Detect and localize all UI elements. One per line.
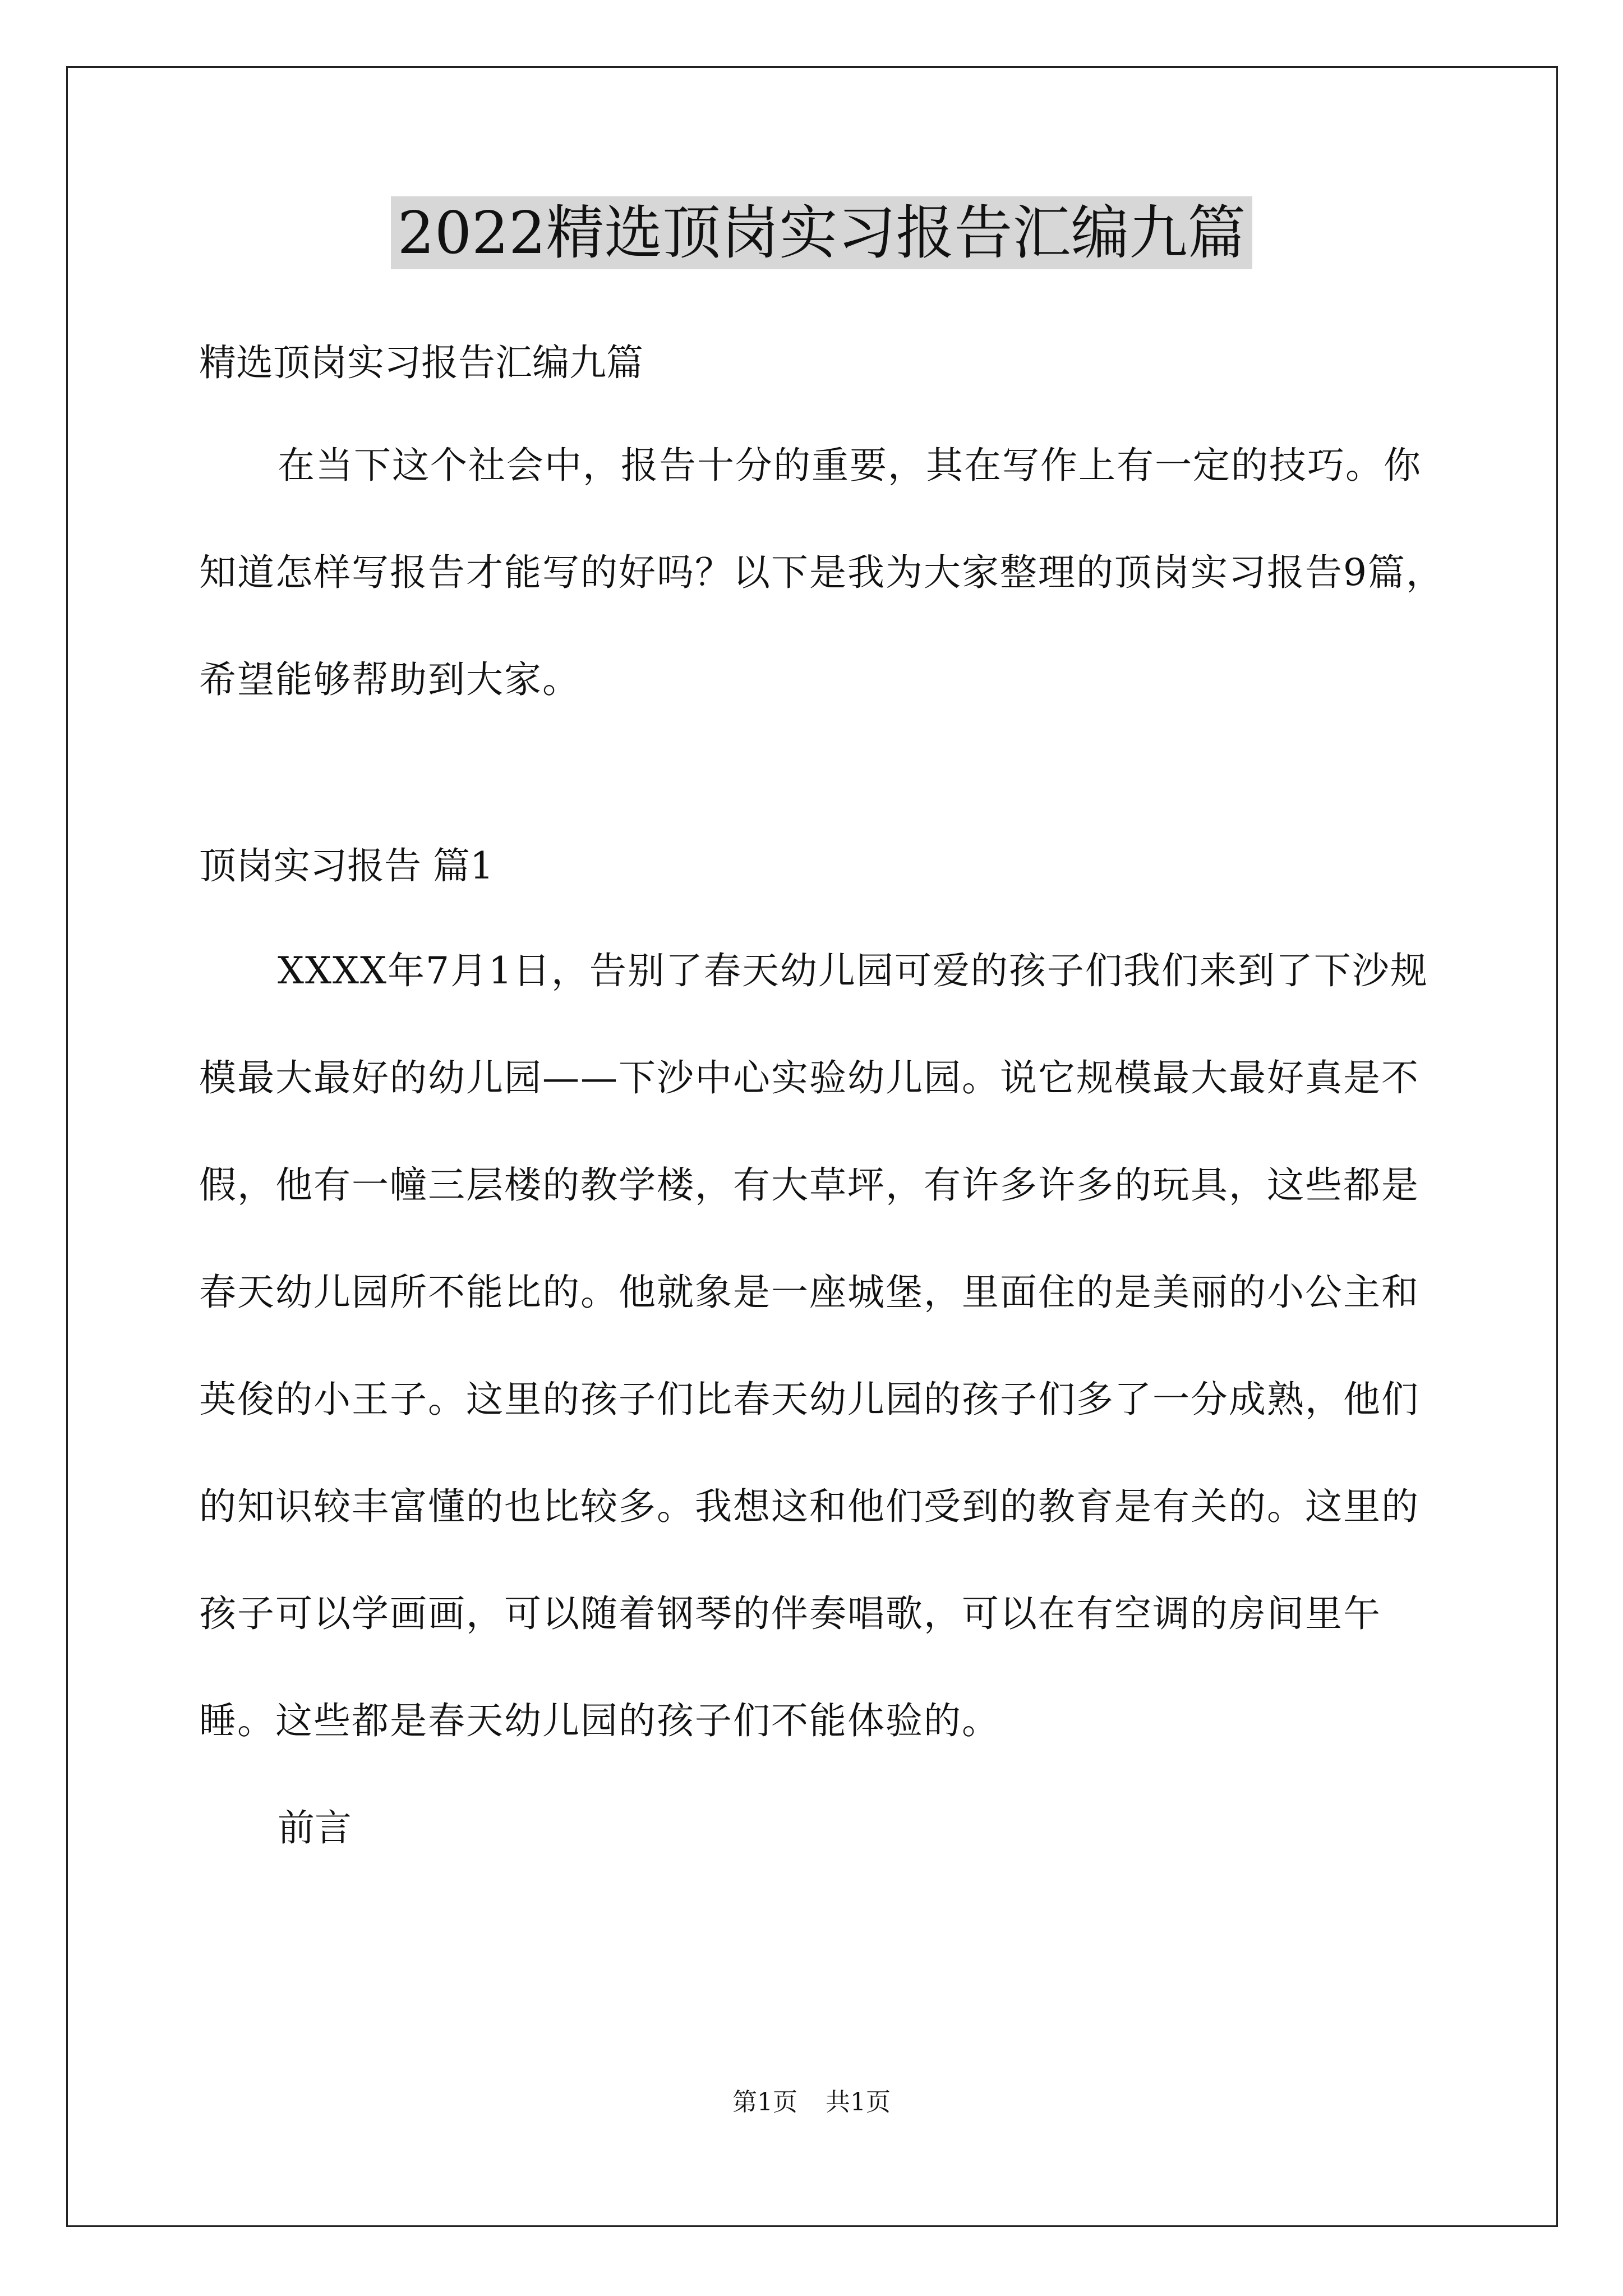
document-title	[199, 191, 1444, 275]
intro-paragraph: 在当下这个社会中，报告十分的重要，其在写作上有一定的技巧。你知道怎样写报告才能写的好吗？以下是我为大家整理的顶岗实习报告9篇，希望能够帮助到大家。	[199, 444, 1444, 701]
page-number-current: 第1页	[732, 2088, 797, 2116]
section-body-paragraph: XXXX年7月1日，告别了春天幼儿园可爱的孩子们我们来到了下沙规模最大最好的幼儿园——下沙中心实验幼儿园。说它规模最大最好真是不假，他有一幢三层楼的教学楼，有大草坪，有许多许多的玩具，这些都是春天幼儿园所不能比的。他就象是一座城堡，里面住的是美丽的小公主和英俊的小王子。这里的孩子们比春天幼儿园的孩子们多了一分成熟，他们的知识较丰富懂的也比较多。我想这和他们受到的教育是有关的。这里的孩子可以学画画，可以随着钢琴的伴奏唱歌，可以在有空调的房间里午睡。这些都是春天幼儿园的孩子们不能体验的。	[199, 949, 1428, 1742]
page-number-total: 共1页	[826, 2088, 891, 2116]
page-footer	[0, 2086, 1623, 2119]
document-body	[199, 191, 1444, 1881]
foreword-heading: 前言	[278, 1806, 352, 1849]
section-heading: 顶岗实习报告 篇1	[199, 844, 494, 887]
document-subtitle: 精选顶岗实习报告汇编九篇	[199, 341, 643, 384]
document-title-text: 2022精选顶岗实习报告汇编九篇	[391, 196, 1253, 269]
